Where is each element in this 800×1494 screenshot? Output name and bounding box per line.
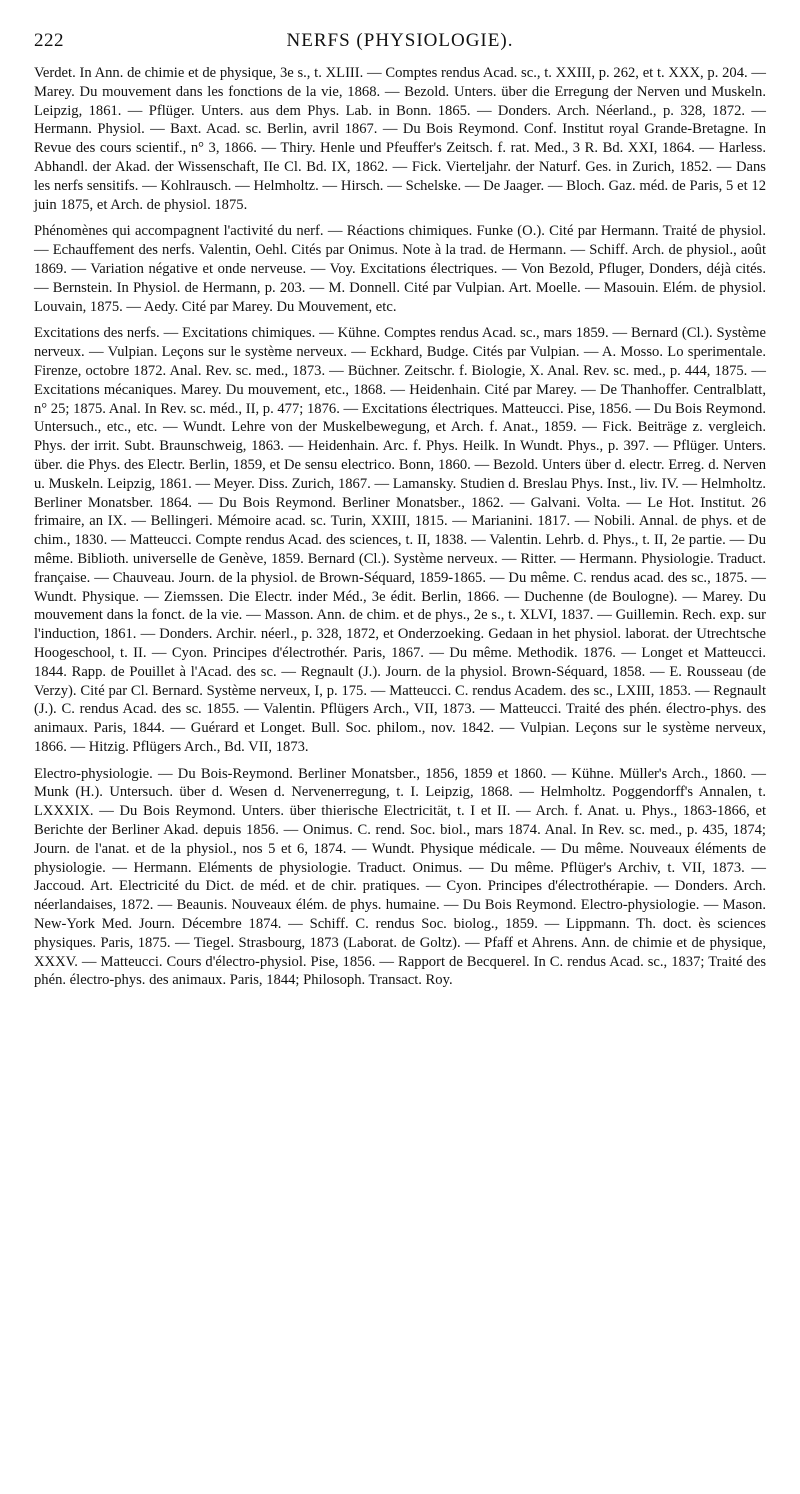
running-title: NERFS (PHYSIOLOGIE).	[286, 30, 514, 51]
page-number: 222	[34, 30, 64, 51]
paragraph-verdet: Verdet. In Ann. de chimie et de physique, 3e s., t. XLIII. — Comptes rendus Acad. sc., t. XXIII, p. 262, et t. XXX, p. 204. — Marey. Du mouvement dans les fonctions de la vie, 1868. — Bezold. Unters. über die Erregung der Nerven und Muskeln. Leipzig, 1861. — Pflüger. Unters. aus dem Phys. Lab. in Bonn. 1865. — Donders. Arch. Néerland., p. 328, 1872. — Hermann. Physiol. — Baxt. Acad. sc. Berlin, avril 1867. — Du Bois Reymond. Conf. Institut royal Grande-Bretagne. In Revue des cours scientif., n° 3, 1866. — Thiry. Henle und Pfeuffer's Zeitsch. f. rat. Med., 3 R. Bd. XXI, 1864. — Harless. Abhandl. der Akad. der Wissenschaft, IIe Cl. Bd. IX, 1862. — Fick. Vierteljahr. der Naturf. Ges. in Zurich, 1852. — Dans les nerfs sensitifs. — Kohlrausch. — Helmholtz. — Hirsch. — Schelske. — De Jaager. — Bloch. Gaz. méd. de Paris, 5 et 12 juin 1875, et Arch. de physiol. 1875.	[34, 65, 766, 213]
paragraph-excitations: Excitations des nerfs. — Excitations chimiques. — Kühne. Comptes rendus Acad. sc., mars 1859. — Bernard (Cl.). Système nerveux. — Vulpian. Leçons sur le système nerveux. — Eckhard, Budge. Cités par Vulpian. — A. Mosso. Lo sperimentale. Firenze, octobre 1872. Anal. Rev. sc. med., 1873. — Büchner. Zeitschr. f. Biologie, X. Anal. Rev. sc. med., p. 444, 1875. — Excitations mécaniques. Marey. Du mouvement, etc., 1868. — Heidenhain. Cité par Marey. — De Thanhoffer. Centralblatt, n° 25; 1875. Anal. In Rev. sc. méd., II, p. 477; 1876. — Excitations électriques. Matteucci. Pise, 1856. — Du Bois Reymond. Untersuch., etc., etc. — Wundt. Lehre von der Muskelbewegung, et Arch. f. Anat., 1859. — Fick. Beiträge z. vergleich. Phys. der irrit. Subt. Braunschweig, 1863. — Heidenhain. Arc. f. Phys. Heilk. In Wundt. Phys., p. 397. — Pflüger. Unters. über. die Phys. des Electr. Berlin, 1859, et De sensu electrico. Bonn, 1860. — Bezold. Unters über d. electr. Erreg. d. Nerven u. Muskeln. Leipzig, 1861. — Meyer. Diss. Zurich, 1867. — Lamansky. Studien d. Breslau Phys. Inst., liv. IV. — Helmholtz. Berliner Monatsber. 1864. — Du Bois Reymond. Berliner Monatsber., 1862. — Galvani. Volta. — Le Hot. Institut. 26 frimaire, an IX. — Bellingeri. Mémoire acad. sc. Turin, XXIII, 1815. — Marianini. 1817. — Nobili. Annal. de phys. et de chim., 1830. — Matteucci. Compte rendus Acad. des sciences, t. II, 1838. — Valentin. Lehrb. d. Phys., t. II, 2e partie. — Du même. Biblioth. universelle de Genève, 1859. Bernard (Cl.). Système nerveux. — Ritter. — Hermann. Physiologie. Traduct. française. — Chauveau. Journ. de la physiol. de Brown-Séquard, 1859-1865. — Du même. C. rendus acad. des sc., 1875. — Wundt. Physique. — Ziemssen. Die Electr. inder Méd., 3e édit. Berlin, 1866. — Duchenne (de Boulogne). — Marey. Du mouvement dans la fonct. de la vie. — Masson. Ann. de chim. et de phys., 2e s., t. XLVI, 1837. — Guillemin. Rech. exp. sur l'induction, 1861. — Donders. Archir. néerl., p. 328, 1872, et Onderzoeking. Gedaan in het physiol. laborat. der Utrechtsche Hoogeschool, t. II. — Cyon. Principes d'électrothér. Paris, 1867. — Du même. Methodik. 1876. — Longet et Matteucci. 1844. Rapp. de Pouillet à l'Acad. des sc. — Regnault (J.). Journ. de la physiol. Brown-Séquard, 1858. — E. Rousseau (de Verzy). Cité par Cl. Bernard. Système nerveux, I, p. 175. — Matteucci. C. rendus Academ. des sc., LXIII, 1853. — Regnault (J.). C. rendus Acad. des sc. 1855. — Valentin. Pflügers Arch., VII, 1873. — Matteucci. Traité des phén. électro-phys. des animaux. Paris, 1844. — Guérard et Longet. Bull. Soc. philom., nov. 1842. — Vulpian. Leçons sur le système nerveux, 1866. — Hitzig. Pflügers Arch., Bd. VII, 1873.	[34, 325, 766, 755]
page-header	[34, 24, 766, 64]
page	[34, 24, 766, 990]
paragraph-phenomenes: Phénomènes qui accompagnent l'activité du nerf. — Réactions chimiques. Funke (O.). Cité par Hermann. Traité de physiol. — Echauffement des nerfs. Valentin, Oehl. Cités par Onimus. Note à la trad. de Hermann. — Schiff. Arch. de physiol., août 1869. — Variation négative et onde nerveuse. — Voy. Excitations électriques. — Von Bezold, Pfluger, Donders, déjà cités. — Bernstein. In Physiol. de Hermann, p. 203. — M. Donnell. Cité par Vulpian. Art. Moelle. — Masouin. Elém. de physiol. Louvain, 1875. — Aedy. Cité par Marey. Du Mouvement, etc.	[34, 223, 766, 315]
paragraph-electro-physiologie: Electro-physiologie. — Du Bois-Reymond. Berliner Monatsber., 1856, 1859 et 1860. — Kühne. Müller's Arch., 1860. — Munk (H.). Untersuch. über d. Wesen d. Nervenerregung, t. I. Leipzig, 1868. — Helmholtz. Poggendorff's Annalen, t. LXXXIX. — Du Bois Reymond. Unters. über thierische Electricität, t. I et II. — Arch. f. Anat. u. Phys., 1863-1866, et Berichte der Berliner Akad. depuis 1856. — Onimus. C. rend. Soc. biol., mars 1874. Anal. In Rev. sc. med., p. 435, 1874; Journ. de l'anat. et de la physiol., nos 5 et 6, 1874. — Wundt. Physique médicale. — Du même. Nouveaux éléments de physiologie. — Hermann. Eléments de physiologie. Traduct. Onimus. — Du même. Pflüger's Archiv, t. VII, 1873. — Jaccoud. Art. Electricité du Dict. de méd. et de chir. pratiques. — Cyon. Principes d'électrothérapie. — Donders. Arch. néerlandaises, 1872. — Beaunis. Nouveaux élém. de phys. humaine. — Du Bois Reymond. Electro-physiologie. — Mason. New-York Med. Journ. Décembre 1874. — Schiff. C. rendus Soc. biolog., 1859. — Lippmann. Th. doct. ès sciences physiques. Paris, 1875. — Tiegel. Strasbourg, 1873 (Laborat. de Goltz). — Pfaff et Ahrens. Ann. de chimie et de physique, XXXV. — Matteucci. Cours d'électro-physiol. Pise, 1856. — Rapport de Becquerel. In C. rendus Acad. sc., 1837; Traité des phén. électro-phys. des animaux. Paris, 1844; Philosoph. Transact. Roy.	[34, 765, 766, 989]
